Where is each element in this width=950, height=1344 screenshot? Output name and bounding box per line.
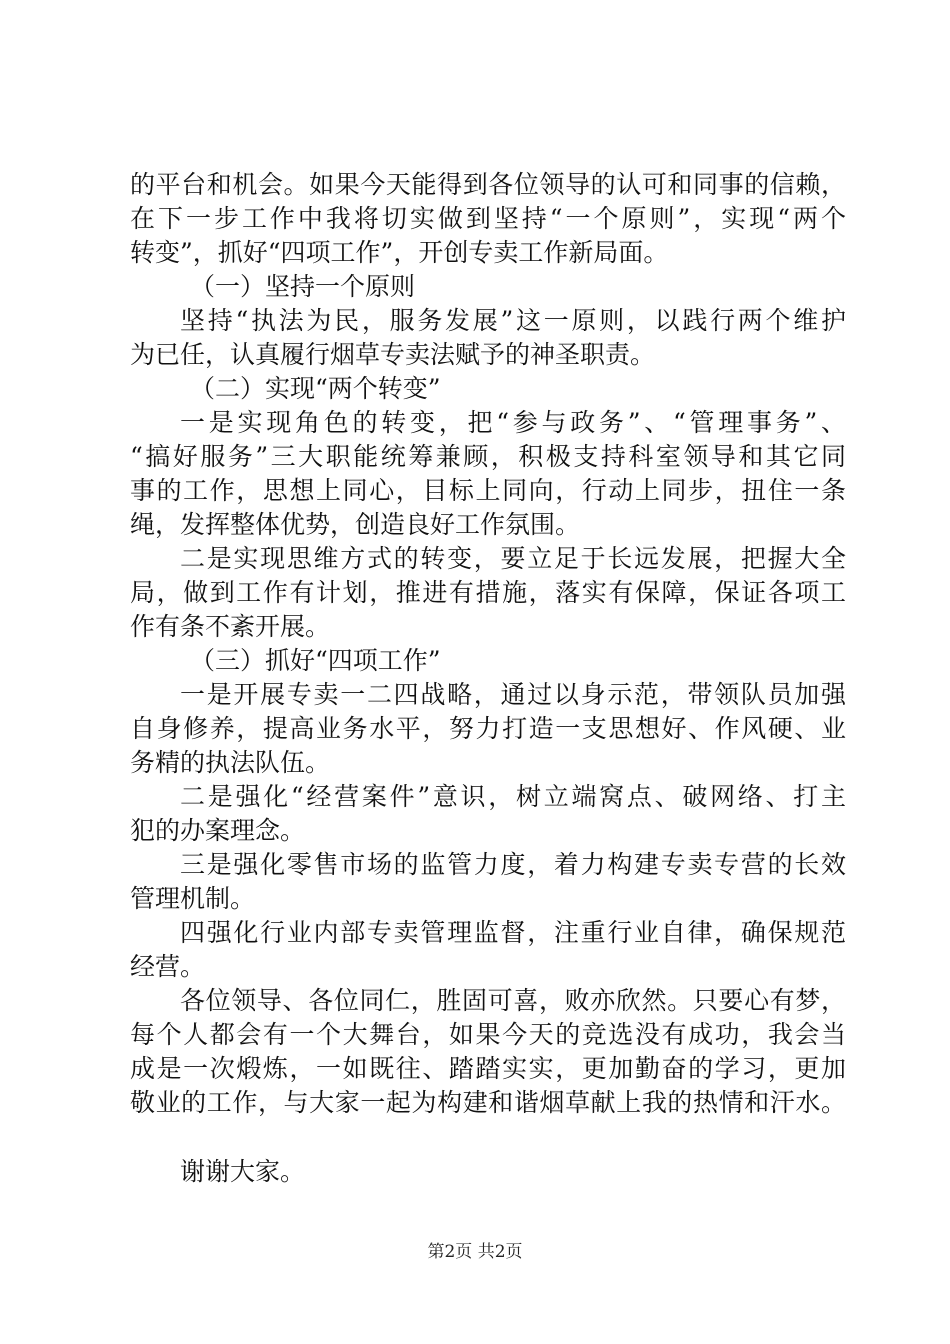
section-heading: （三）抓好“四项工作” (190, 646, 441, 675)
text-line: 在下一步工作中我将切实做到坚持“一个原则”，实现“两个 (130, 204, 846, 233)
text-line: 经营。 (130, 952, 206, 981)
section-heading: （二）实现“两个转变” (190, 374, 441, 403)
text-line: “搞好服务”三大职能统筹兼顾，积极支持科室领导和其它同 (130, 442, 846, 471)
text-line: 为已任，认真履行烟草专卖法赋予的神圣职责。 (130, 340, 656, 369)
text-line: 四强化行业内部专卖管理监督，注重行业自律，确保规范 (180, 918, 846, 947)
text-line: 转变”，抓好“四项工作”，开创专卖工作新局面。 (130, 238, 669, 267)
document-body (130, 168, 846, 1189)
text-line: 每个人都会有一个大舞台，如果今天的竞选没有成功，我会当 (130, 1020, 846, 1049)
text-line: 敬业的工作，与大家一起为构建和谐烟草献上我的热情和汗水。 (130, 1088, 846, 1117)
text-line: 绳，发挥整体优势，创造良好工作氛围。 (130, 510, 581, 539)
text-line: 管理机制。 (130, 884, 256, 913)
text-line: 事的工作，思想上同心，目标上同向，行动上同步，扭住一条 (130, 476, 846, 505)
text-line: 局，做到工作有计划，推进有措施，落实有保障，保证各项工 (130, 578, 846, 607)
text-line: 成是一次煅炼，一如既往、踏踏实实，更加勤奋的学习，更加 (130, 1054, 846, 1083)
text-line: 务精的执法队伍。 (130, 748, 331, 777)
text-line: 三是强化零售市场的监管力度，着力构建专卖专营的长效 (180, 850, 846, 879)
text-line: 一是开展专卖一二四战略，通过以身示范，带领队员加强 (180, 680, 846, 709)
page-footer: 第2页 共2页 (427, 1242, 523, 1262)
section-heading: （一）坚持一个原则 (190, 272, 416, 301)
text-line: 自身修养，提高业务水平，努力打造一支思想好、作风硬、业 (130, 714, 846, 743)
text-line: 二是实现思维方式的转变，要立足于长远发展，把握大全 (180, 544, 846, 573)
closing-line: 谢谢大家。 (180, 1157, 306, 1186)
text-line: 二是强化“经营案件”意识，树立端窝点、破网络、打主 (180, 782, 846, 811)
text-line: 的平台和机会。如果今天能得到各位领导的认可和同事的信赖， (130, 170, 846, 199)
text-line: 一是实现角色的转变，把“参与政务”、“管理事务”、 (180, 408, 846, 437)
text-line: 作有条不紊开展。 (130, 612, 331, 641)
text-line: 犯的办案理念。 (130, 816, 306, 845)
paragraph-gap (130, 1120, 846, 1155)
text-line: 坚持“执法为民，服务发展”这一原则，以践行两个维护 (180, 306, 846, 335)
text-line: 各位领导、各位同仁，胜固可喜，败亦欣然。只要心有梦， (180, 986, 846, 1015)
